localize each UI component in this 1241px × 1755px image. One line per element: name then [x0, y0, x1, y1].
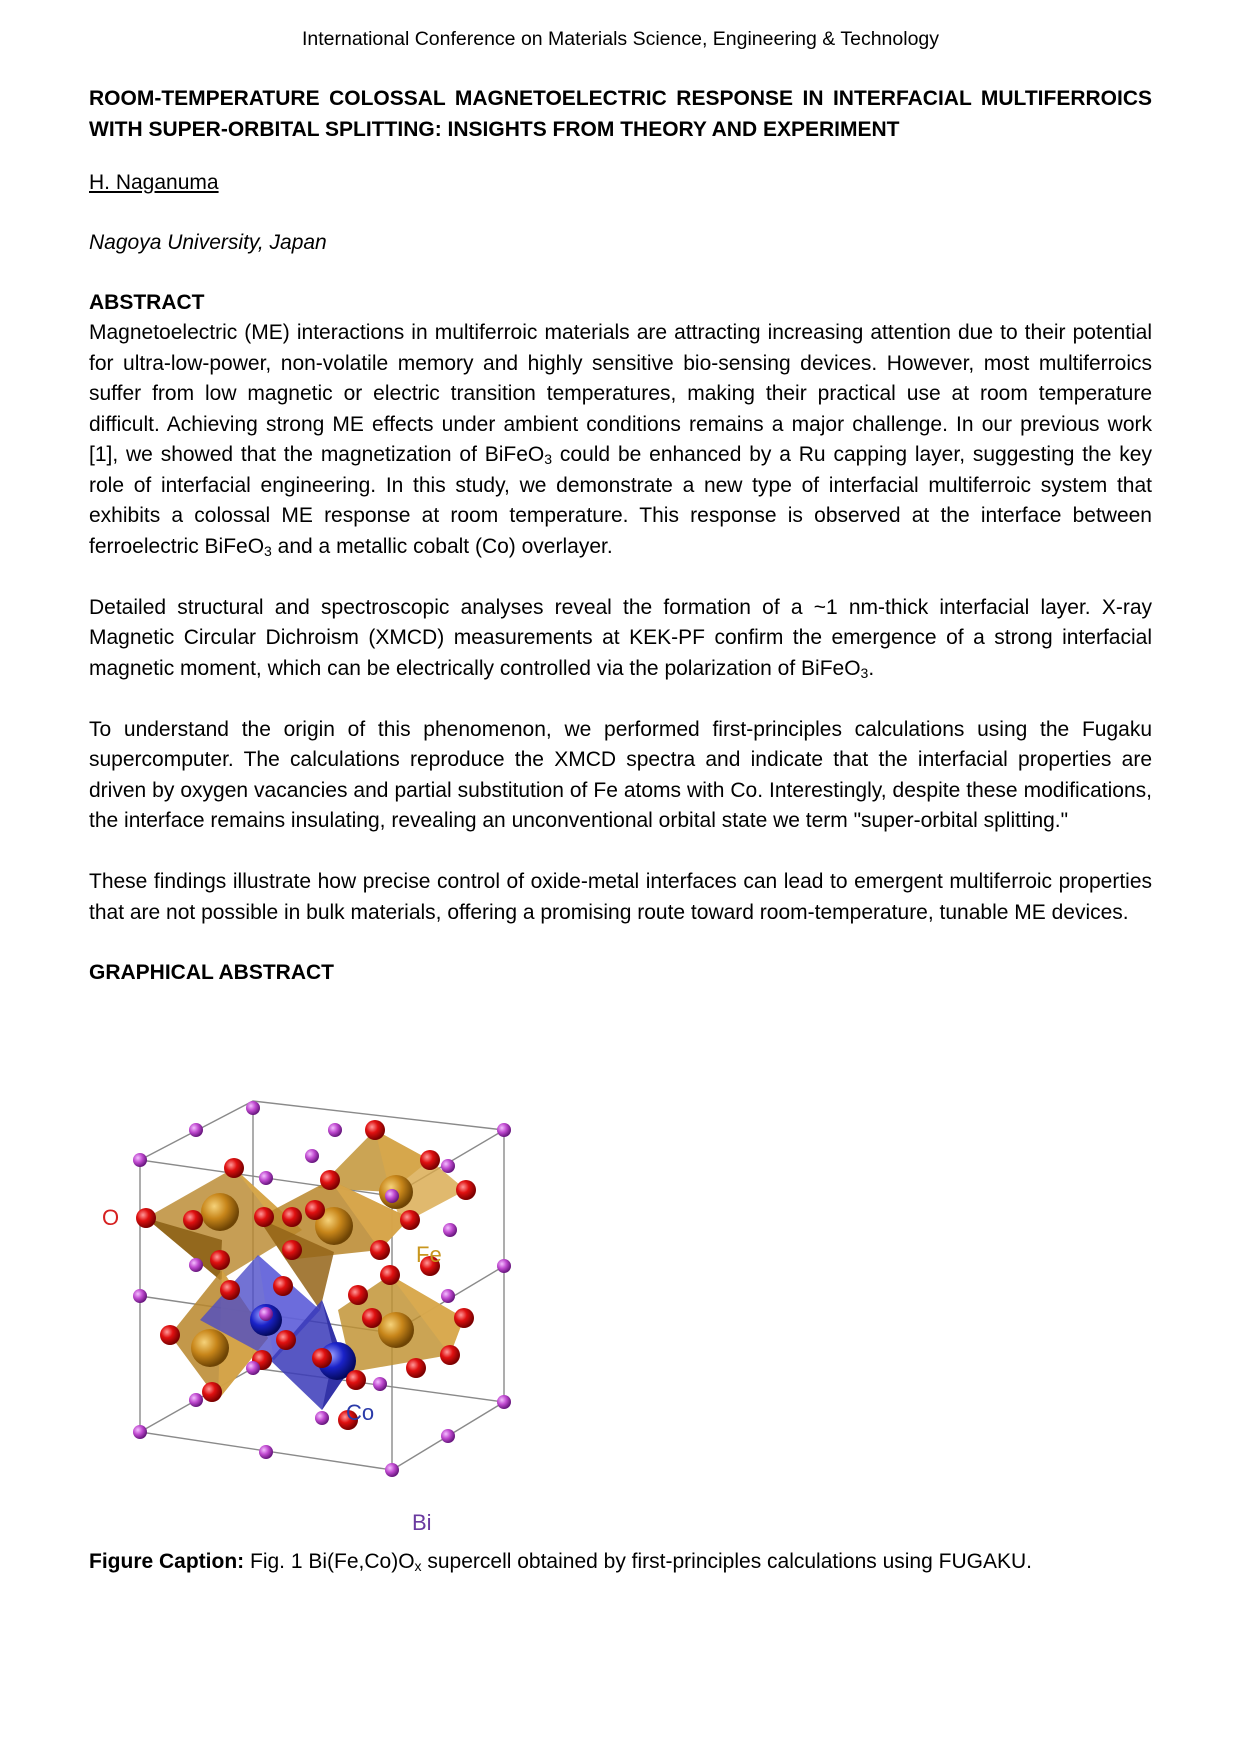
crystal-structure-figure	[90, 1100, 570, 1540]
supercell-illustration	[90, 1100, 570, 1540]
abstract-paragraph-1: Magnetoelectric (ME) interactions in multiferroic materials are attracting increasing attention due to their potential for ultra-low-power, non-volatile memory and highly sensitive bio-sensing devices. However, most multiferroics suffer from low magnetic or electric transition temperatures, making their practical use at room temperature difficult. Achieving strong ME effects under ambient conditions remains a major challenge. In our previous work [1], we showed that the magnetization of BiFeO$_3$ could be enhanced by a Ru capping layer, suggesting the key role of interfacial engineering. In this study, we demonstrate a new type of interfacial multiferroic system that exhibits a colossal ME response at room temperature. This response is observed at the interface between ferroelectric BiFeO$_3$ and a metallic cobalt (Co) overlayer.	[89, 321, 1152, 559]
paper-body	[89, 84, 1152, 988]
abstract-paragraph-3: To understand the origin of this phenomenon, we performed first-principles calculations using the Fugaku supercomputer. The calculations reproduce the XMCD spectra and indicate that the interfacial properties are driven by oxygen vacancies and partial substitution of Fe atoms with Co. Interestingly, despite these modifications, the interface remains insulating, revealing an unconventional orbital state we term "super-orbital splitting."	[89, 717, 1152, 832]
author-line	[89, 168, 1152, 198]
paper-title: ROOM-TEMPERATURE COLOSSAL MAGNETOELECTRIC RESPONSE IN INTERFACIAL MULTIFERROICS WITH SUPER-ORBITAL SPLITTING: INSIGHTS FROM THEORY AND EXPERIMENT	[89, 87, 1152, 141]
abstract-paragraph-4: These findings illustrate how precise control of oxide-metal interfaces can lead to emergent multiferroic properties that are not possible in bulk materials, offering a promising route toward room-temperature, tunable ME devices.	[89, 870, 1152, 924]
author-name: H. Naganuma	[89, 171, 219, 194]
label-oxygen: O	[102, 1205, 120, 1230]
label-bismuth: Bi	[412, 1510, 432, 1535]
abstract-paragraph-2: Detailed structural and spectroscopic analyses reveal the formation of a ~1 nm-thick interfacial layer. X-ray Magnetic Circular Dichroism (XMCD) measurements at KEK-PF confirm the emergence of a strong interfacial magnetic moment, which can be electrically controlled via the polarization of BiFeO$_3$.	[89, 595, 1152, 681]
conference-header: International Conference on Materials Science, Engineering & Technology	[301, 28, 940, 50]
graphical-abstract-heading: GRAPHICAL ABSTRACT	[89, 961, 334, 984]
abstract-heading: ABSTRACT	[89, 291, 205, 314]
figure-caption: Figure Caption: Fig. 1 $Bi(Fe,Co)O_x$ supercell obtained by first-principles calculations using FUGAKU.	[89, 1550, 1032, 1574]
caption-label: Figure Caption:	[89, 1550, 245, 1573]
affiliation: Nagoya University, Japan	[89, 231, 327, 254]
label-cobalt: Co	[346, 1400, 375, 1425]
label-iron: Fe	[416, 1242, 442, 1267]
abstract-body	[89, 318, 1152, 928]
